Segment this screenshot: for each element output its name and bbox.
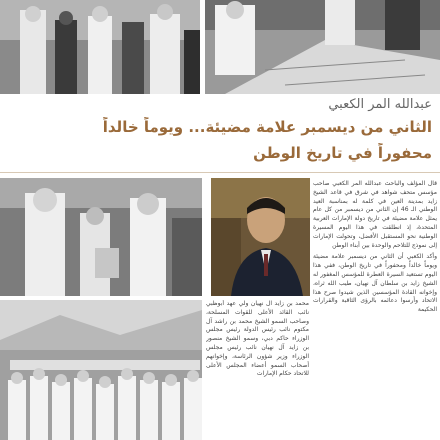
article-byline: عبدالله المر الكعبي bbox=[328, 97, 432, 112]
headline-line-2: محفوراً في تاريخ الوطن bbox=[253, 144, 432, 162]
photo-author-portrait bbox=[211, 178, 310, 296]
body-paragraph: محمد بن زايد آل نهيان ولي عهد أبوظبي نائب القائد الأعلى للقوات المسلحة، وصاحب السمو الشيخ محمد بن راشد آل مكتوم نائب رئيس الدولة رئيس مجلس الوزراء حاكم دبي، وسمو الشيخ منصور بن زايد آل نهيان نائب رئيس مجلس الوزراء وزير شؤون الرئاسة، وإخوانهم أصحاب السمو أعضاء المجلس الأعلى للاتحاد حكام الإمارات bbox=[206, 300, 309, 378]
headline-line-1: الثاني من ديسمبر علامة مضيئة... ويوماً خالداً bbox=[102, 118, 432, 136]
divider-rule bbox=[0, 172, 440, 173]
photo-dignitaries-walking bbox=[0, 0, 200, 94]
photo-sheikh-with-child bbox=[0, 178, 202, 296]
article-body-column-middle bbox=[206, 300, 309, 440]
body-paragraph: وأكد الكعبي أن الثاني من ديسمبر علامة مضيئة ويوماً خالداً ومحفوراً في تاريخ الوطن، ففي هذا اليوم تستعيد السيرة العطرة للمؤسس المغفور له الشيخ زايد بن سلطان آل نهيان، طيب الله ثراه، وإخوانه القادة المؤسسين الذين شيدوا صرح هذا الاتحاد وأرسوا دعائمه بالرؤى الثاقبة والقرارات الحكيمة bbox=[313, 253, 437, 314]
article-body-column-right bbox=[313, 180, 437, 440]
photo-men-with-map bbox=[205, 0, 440, 94]
body-paragraph: قال المؤلف والباحث عبدالله المر الكعبي صاحب مؤسس متحف شواهد في شرق في قاعد الشيخ زايد بمدينة العين في كلمة له بمناسبة العيد الوطني الـ 46 إن الثاني من ديسمبر من كل عام يمثل علامة مضيئة في تاريخ دولة الإمارات العربية المتحدة، إذ انطلقت في هذا اليوم المسيرة الوطنية نحو المستقبل الأفضل، وتحولت الإمارات إلى نموذج للتلاحم والوحدة بين أبناء الوطن bbox=[313, 180, 437, 249]
photo-crowd-gathering bbox=[0, 300, 202, 440]
